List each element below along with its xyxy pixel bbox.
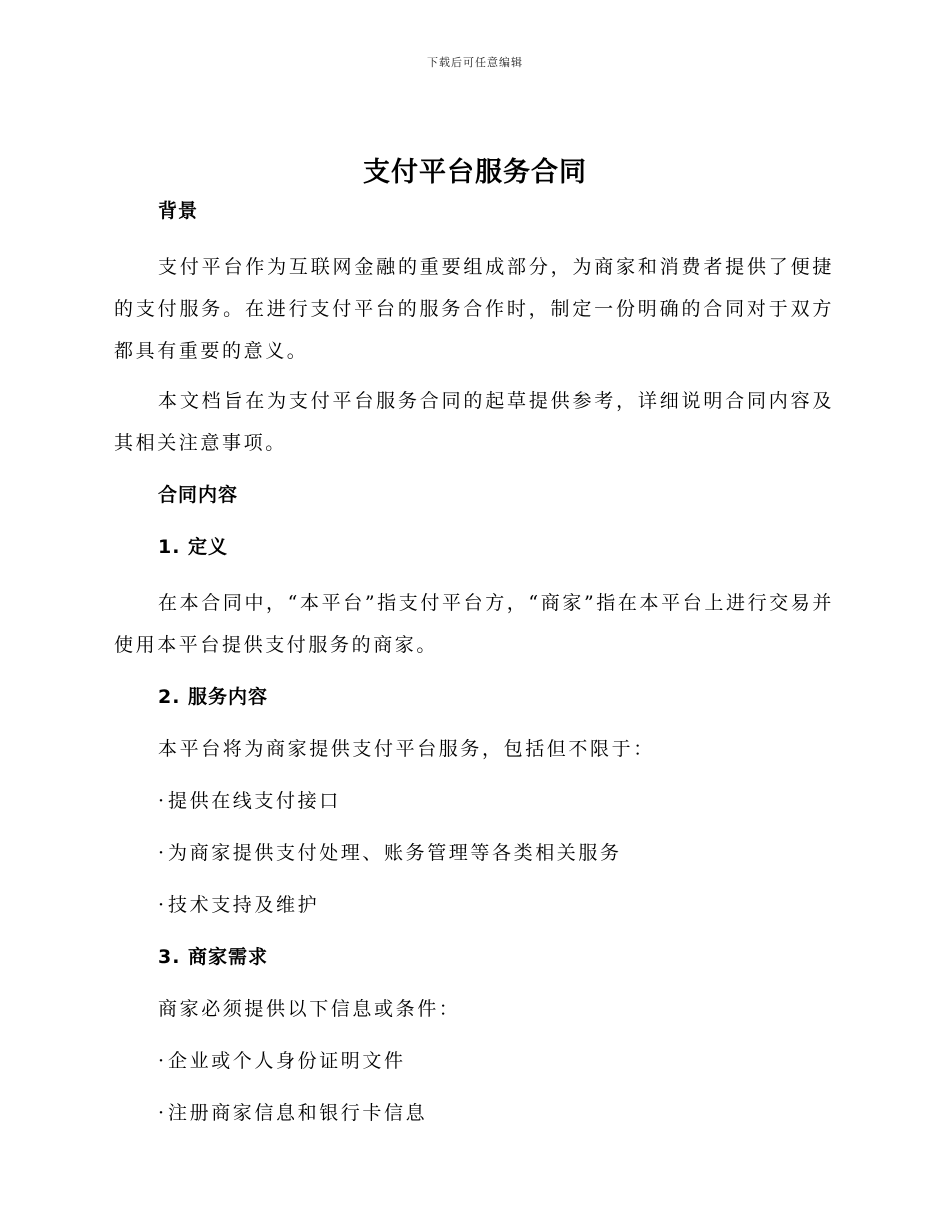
bullet-icon: · [158, 842, 167, 864]
section-3-intro: 商家必须提供以下信息或条件： [158, 998, 461, 1020]
list-item [114, 836, 834, 870]
section-2-heading: 2. 服务内容 [158, 686, 269, 708]
bullet-icon: · [158, 1050, 167, 1072]
bullet-icon: · [158, 1102, 167, 1124]
list-item [114, 888, 834, 922]
section-3-heading: 3. 商家需求 [158, 946, 269, 968]
list-item-text: 企业或个人身份证明文件 [168, 1050, 406, 1072]
list-item-text: 提供在线支付接口 [168, 790, 341, 812]
list-item-text: 为商家提供支付处理、账务管理等各类相关服务 [168, 842, 622, 864]
list-item [114, 1096, 834, 1130]
section-1-paragraph: 在本合同中，“本平台”指支付平台方，“商家”指在本平台上进行交易并使用本平台提供支付服务的商家。 [114, 592, 834, 656]
header-note: 下载后可任意编辑 [427, 56, 523, 69]
bullet-icon: · [158, 790, 167, 812]
background-paragraph-1: 支付平台作为互联网金融的重要组成部分，为商家和消费者提供了便捷的支付服务。在进行支付平台的服务合作时，制定一份明确的合同对于双方都具有重要的意义。 [114, 256, 834, 362]
document-body [114, 194, 834, 1148]
bullet-icon: · [158, 894, 167, 916]
list-item [114, 784, 834, 818]
contract-content-heading: 合同内容 [158, 484, 239, 506]
list-item [114, 1044, 834, 1078]
background-heading: 背景 [158, 200, 199, 222]
section-2-intro: 本平台将为商家提供支付平台服务，包括但不限于： [158, 738, 655, 760]
section-1-heading: 1. 定义 [158, 536, 229, 558]
list-item-text: 注册商家信息和银行卡信息 [168, 1102, 428, 1124]
document-title: 支付平台服务合同 [363, 157, 587, 188]
background-paragraph-2: 本文档旨在为支付平台服务合同的起草提供参考，详细说明合同内容及其相关注意事项。 [114, 390, 834, 454]
list-item-text: 技术支持及维护 [168, 894, 320, 916]
